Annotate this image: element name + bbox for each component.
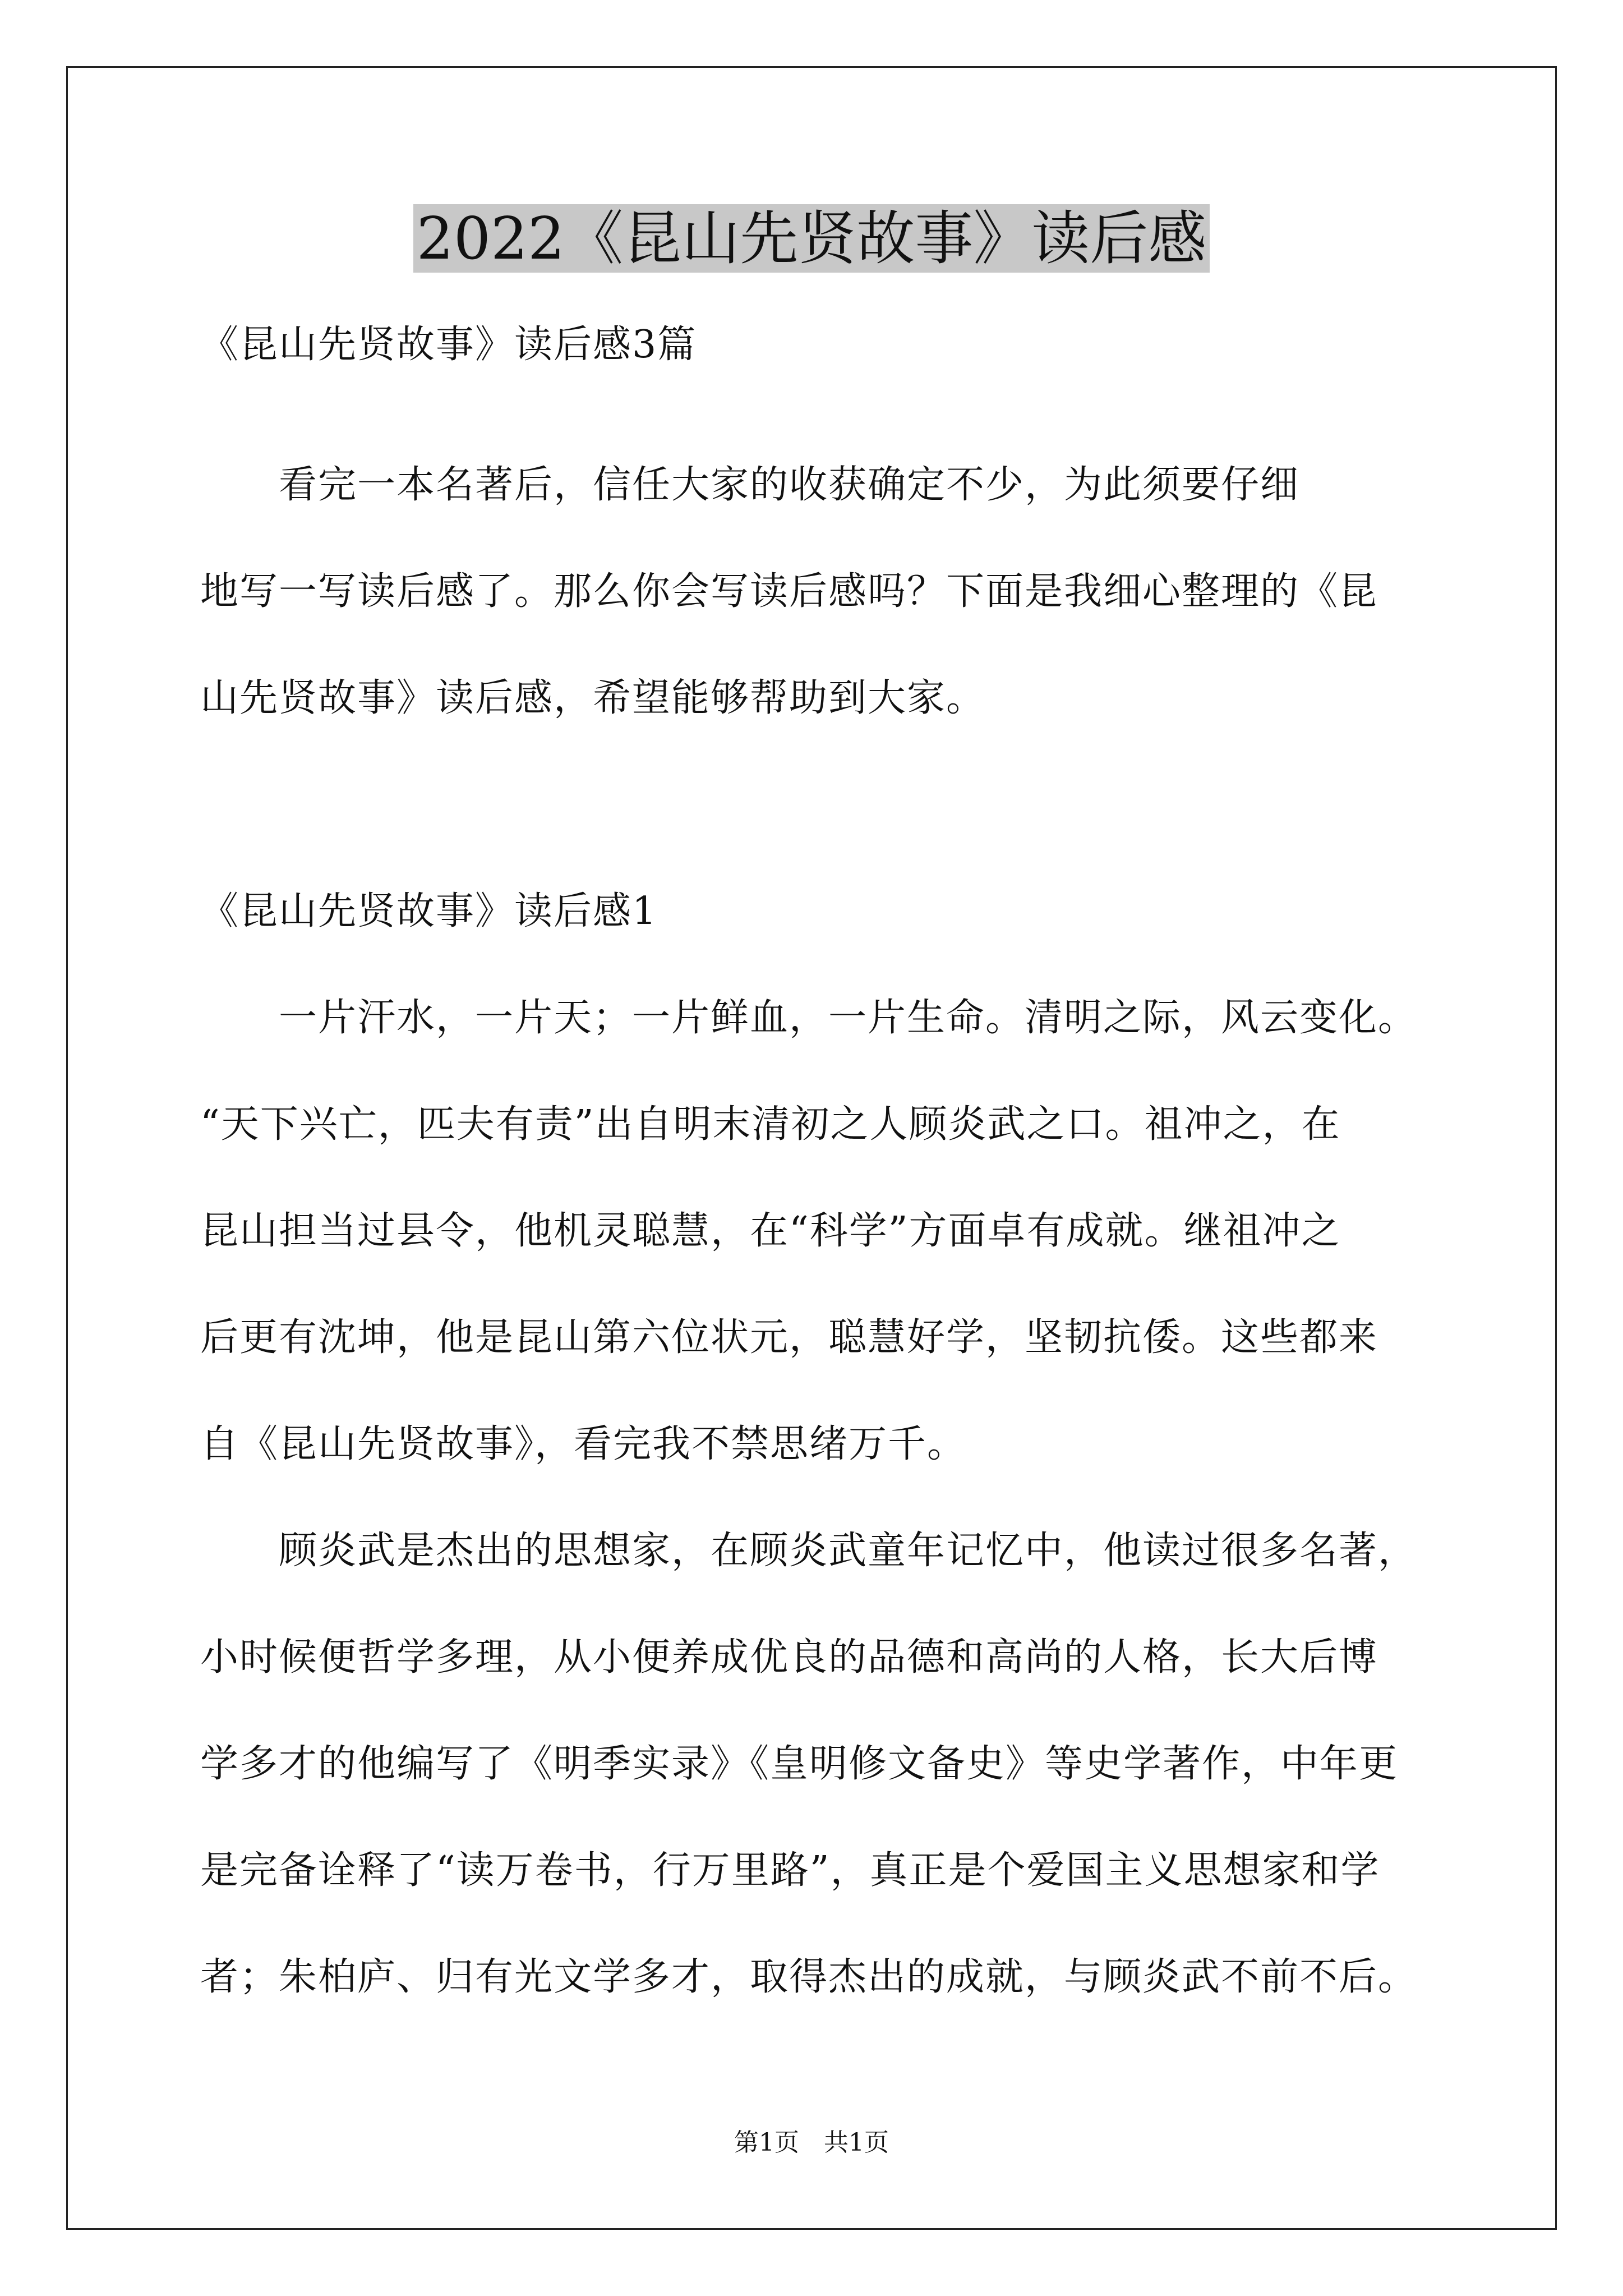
subtitle: 《昆山先贤故事》读后感3篇: [200, 323, 697, 367]
section-1-p1-line-3: 昆山担当过县令，他机灵聪慧，在“科学”方面卓有成就。继祖冲之: [200, 1209, 1341, 1253]
intro-line-2: 地写一写读后感了。那么你会写读后感吗？下面是我细心整理的《昆: [200, 569, 1378, 614]
document-title: [0, 196, 1623, 280]
intro-line-3: 山先贤故事》读后感，希望能够帮助到大家。: [200, 676, 986, 720]
document-title-text: 2022《昆山先贤故事》读后感: [413, 204, 1210, 273]
intro-line-1: 看完一本名著后，信任大家的收获确定不少，为此须要仔细: [200, 463, 1300, 507]
section-1-p2-line-2: 小时候便哲学多理，从小便养成优良的品德和高尚的人格，长大后博: [200, 1635, 1378, 1680]
section-1-p1-line-2: “天下兴亡，匹夫有责”出自明末清初之人顾炎武之口。祖冲之，在: [200, 1102, 1341, 1147]
section-1-p1-line-4: 后更有沈坤，他是昆山第六位状元，聪慧好学，坚韧抗倭。这些都来: [200, 1315, 1378, 1360]
section-1-p1-line-5: 自《昆山先贤故事》，看完我不禁思绪万千。: [200, 1422, 967, 1466]
section-1-p1-line-1: 一片汗水，一片天；一片鲜血，一片生命。清明之际，风云变化。: [200, 996, 1418, 1040]
page-footer: 第1页 共1页: [734, 2128, 889, 2157]
section-1-p2-line-5: 者；朱柏庐、归有光文学多才，取得杰出的成就，与顾炎武不前不后。: [200, 1955, 1418, 1999]
section-1-heading: 《昆山先贤故事》读后感1: [200, 889, 658, 933]
section-1-p2-line-4: 是完备诠释了“读万卷书，行万里路”，真正是个爱国主义思想家和学: [200, 1848, 1380, 1893]
section-1-p2-line-1: 顾炎武是杰出的思想家，在顾炎武童年记忆中，他读过很多名著，: [200, 1529, 1418, 1573]
section-1-p2-line-3: 学多才的他编写了《明季实录》《皇明修文备史》等史学著作，中年更: [200, 1742, 1399, 1786]
